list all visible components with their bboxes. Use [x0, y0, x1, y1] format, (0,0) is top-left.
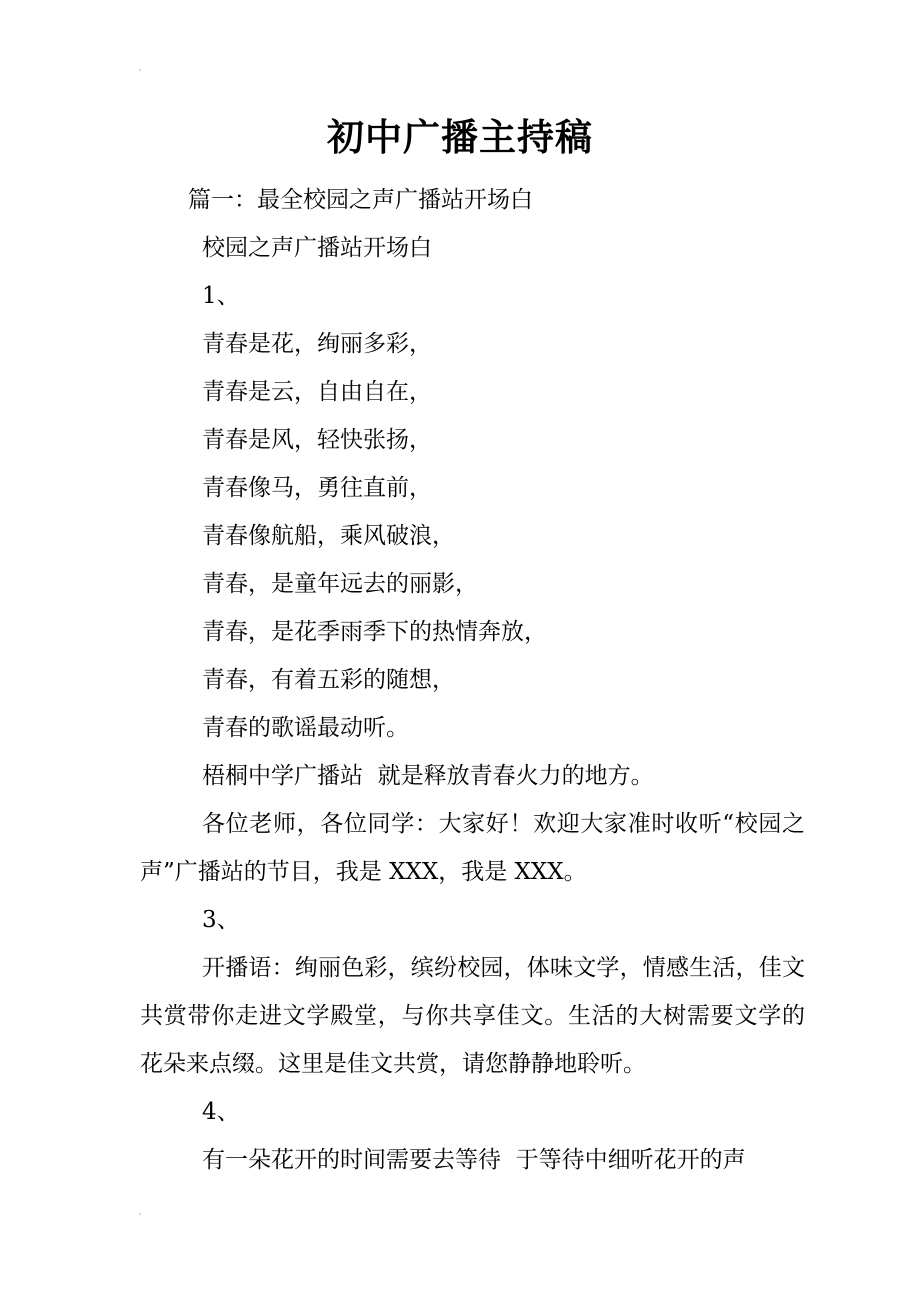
poem-line: 青春是风，轻快张扬， — [202, 427, 432, 453]
poem-line: 青春是云，自由自在， — [202, 379, 432, 405]
poem-line: 青春，是花季雨季下的热情奔放， — [202, 619, 547, 645]
item-number: 1、 — [202, 283, 240, 309]
greeting-paragraph: 各位老师，各位同学：大家好！欢迎大家准时收听“校园之声”广播站的节目，我是 XXX，我是 XXX。 — [140, 811, 805, 885]
poem-line: 青春像航船，乘风破浪， — [202, 523, 455, 549]
last-line: 有一朵花开的时间需要去等待 于等待中细听花开的声 — [202, 1147, 746, 1173]
poem-line: 青春，有着五彩的随想， — [202, 667, 455, 693]
poem-line: 青春像马，勇往直前， — [202, 475, 432, 501]
document-body — [140, 176, 805, 1184]
poem-line: 青春的歌谣最动听。 — [202, 715, 409, 741]
item-number: 4、 — [202, 1099, 240, 1125]
section-heading: 篇一：最全校园之声广播站开场白 — [188, 187, 533, 213]
page-corner-mark — [139, 1213, 141, 1215]
subheading: 校园之声广播站开场白 — [202, 235, 432, 261]
item-number: 3、 — [202, 907, 240, 933]
document-title: 初中广播主持稿 — [327, 115, 593, 159]
page-corner-mark — [139, 69, 141, 71]
opening-paragraph: 开播语：绚丽色彩，缤纷校园，体味文学，情感生活，佳文共赏带你走进文学殿堂，与你共享佳文。生活的大树需要文学的花朵来点缀。这里是佳文共赏，请您静静地聆听。 — [140, 955, 805, 1077]
poem-line: 青春，是童年远去的丽影， — [202, 571, 478, 597]
station-line: 梧桐中学广播站 就是释放青春火力的地方。 — [202, 763, 654, 789]
poem-line: 青春是花，绚丽多彩， — [202, 331, 432, 357]
